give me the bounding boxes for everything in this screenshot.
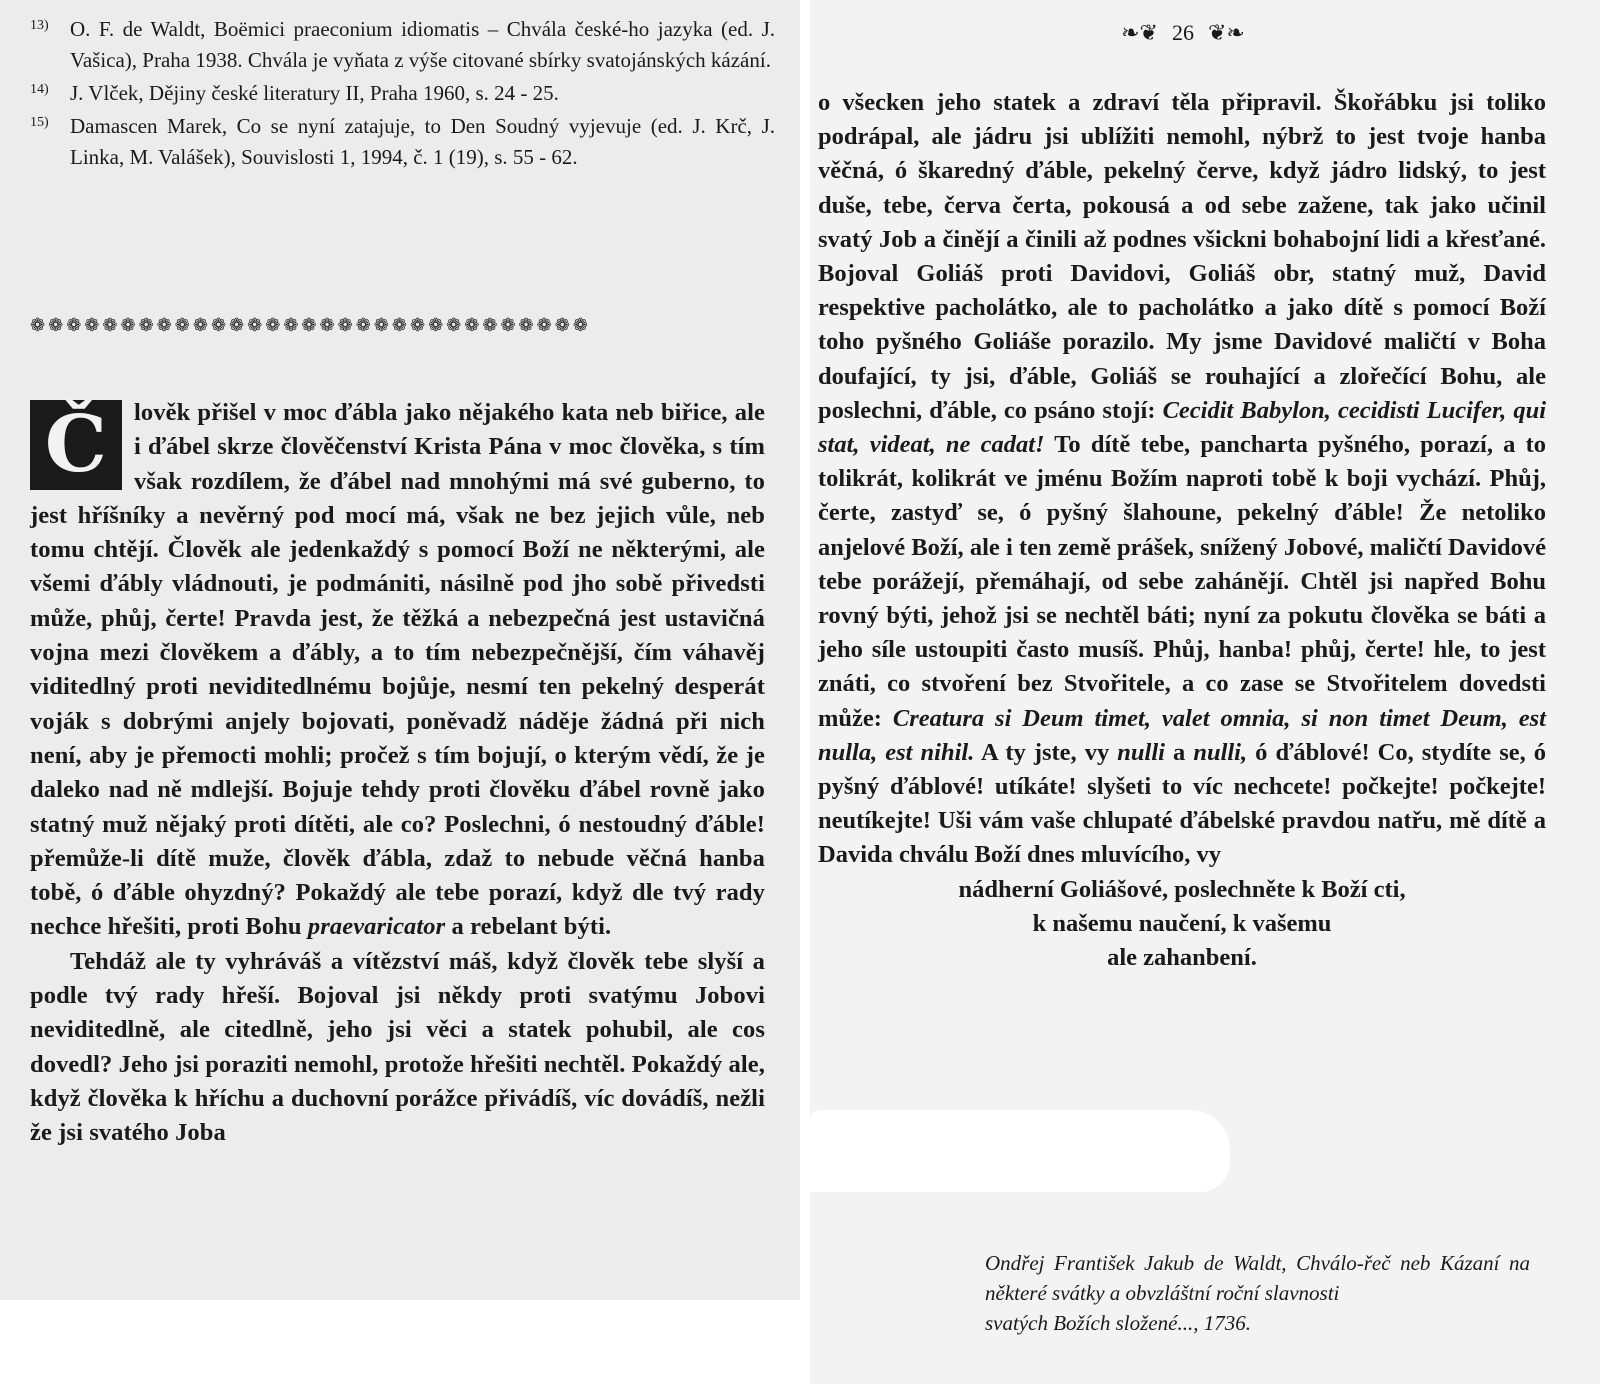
ornament-icon: ❁ <box>391 315 408 335</box>
ornament-icon: ❁ <box>319 315 336 335</box>
ornament-icon: ❁ <box>572 315 589 335</box>
ornament-icon: ❁ <box>247 315 264 335</box>
ornament-icon: ❁ <box>174 315 191 335</box>
paragraph-text: ó ďáblové! Co, stydíte se, ó pyšný ďáblové! utíkáte! slyšeti to víc nechcete! počkejte! počkejte! neutíkejte! Uši vám vaše chlupaté ďábelské pravdou natřu, mě dítě a Davida chválu Boží dnes mluvícího, vy <box>818 738 1547 869</box>
ornament-icon: ❁ <box>536 315 553 335</box>
drop-cap: Č <box>30 400 122 490</box>
ornament-icon: ❁ <box>283 315 300 335</box>
latin-word: nulli, <box>1193 738 1248 766</box>
footnote <box>30 78 775 109</box>
ornament-icon: ❁ <box>138 315 155 335</box>
footnote-text: O. F. de Waldt, Boëmici praeconium idiomatis – Chvála české-ho jazyka (ed. J. Vašica), Praha 1938. Chvála je vyňata z výše citované sbírky svatojánských kázání. <box>70 17 775 72</box>
ornament-icon: ❁ <box>210 315 228 335</box>
left-page-bottom-margin <box>0 1300 810 1384</box>
source-citation <box>985 1248 1530 1338</box>
paragraph-text: a rebelant býti. <box>451 913 612 941</box>
paragraph <box>30 396 765 945</box>
ornamental-divider <box>30 314 760 336</box>
paragraph: Tehdáž ale ty vyhráváš a vítězství máš, když člověk tebe slyší a podle tvý rady hřeší. Bojoval jsi někdy proti svatýmu Jobovi neviditedlně, ale citedlně, jeho jsi věci a statek pohubil, ale cos dovedl? Jeho jsi poraziti nemohl, protože hřešiti nechtěl. Pokaždý ale, když člověka k hříchu a duchovní porážce přivádíš, víc dovádíš, nežli že jsi svatého Joba <box>30 947 765 1147</box>
closing-line: nádherní Goliášové, poslechněte k Boží cti, <box>958 875 1406 903</box>
ornament-icon: ❁ <box>428 315 445 335</box>
ornament-icon: ❁ <box>156 315 173 335</box>
ornament-icon: ❁ <box>446 315 463 335</box>
ornament-icon: ❧❦ <box>1121 20 1158 45</box>
ornament-icon: ❁ <box>102 315 119 335</box>
page-number: 26 <box>1172 20 1194 45</box>
closing-line: k našemu naučení, k vašemu <box>1032 909 1332 937</box>
ornament-icon: ❁ <box>301 315 318 335</box>
ornament-icon: ❁ <box>355 315 372 335</box>
ornament-icon: ❁ <box>30 315 47 335</box>
ornament-icon: ❁ <box>337 315 354 335</box>
ornament-icon: ❁ <box>373 315 390 335</box>
ornament-icon: ❦❧ <box>1208 20 1245 45</box>
citation-text: svatých Božích složené..., 1736. <box>985 1311 1251 1335</box>
footnote-text: Damascen Marek, Co se nyní zatajuje, to Den Soudný vyjevuje (ed. J. Krč, J. Linka, M. Valášek), Souvislosti 1, 1994, č. 1 (19), s. 55 - 62. <box>70 114 775 169</box>
ornament-icon: ❁ <box>482 315 499 335</box>
footnote-text: J. Vlček, Dějiny české literatury II, Praha 1960, s. 24 - 25. <box>70 81 559 105</box>
footnotes <box>30 14 775 175</box>
redaction-mark <box>810 1110 1230 1192</box>
paragraph-text: o všecken jeho statek a zdraví těla připravil. Škořábku jsi toliko podrápal, ale jádru jsi ublížiti nemohl, nýbrž to jest tvoje hanba věčná, ó škaredný ďáble, pekelný červe, když jádro lidský, to jest duše, tebe, červa čerta, pokousá a od sebe zažene, tak jako učinil svatý Job a činějí a činili až podnes všickni bohabojní lidi a křesťané. Bojoval Goliáš proti Davidovi, Goliáš obr, statný muž, David respektive pacholátko, ale to pacholátko a jako dítě s pomocí Boží toho pyšného Goliáše porazilo. My jsme Davidové maličtí v Boha doufající, ty jsi, ďáble, Goliáš se rouhající a zlořečící Bohu, ale poslechni, ďáble, co psáno stojí: <box>818 89 1546 424</box>
page-header <box>1078 14 1288 52</box>
footnote-number: 15) <box>30 115 49 130</box>
ornament-icon: ❁ <box>66 315 83 335</box>
left-column-text <box>30 396 765 1151</box>
ornament-icon: ❁ <box>518 315 535 335</box>
ornament-icon: ❁ <box>500 315 517 335</box>
ornament-icon: ❁ <box>48 315 65 335</box>
ornament-icon: ❁ <box>554 315 571 335</box>
footnote-number: 14) <box>30 82 49 97</box>
ornament-icon: ❁ <box>84 315 101 335</box>
latin-quote: Creatura si Deum timet, valet omnia, si non timet Deum, est nulla, est nihil. <box>818 704 1546 766</box>
ornament-icon: ❁ <box>120 315 137 335</box>
ornament-icon: ❁ <box>192 315 209 335</box>
footnote <box>30 14 775 76</box>
paragraph-text: A ty jste, vy <box>981 738 1110 766</box>
paragraph-text: To dítě tebe, pancharta pyšného, porazí, a to tolikrát, kolikrát ve jménu Božím naproti tobě k boji vychází. Phůj, čerte, zastyď se, ó pyšný šlahoune, pekelný ďáble! Že netoliko anjelové Boží, ale i ten země prášek, snížený Jobové, maličtí Davidové tebe porážejí, přemáhají, od sebe zahánějí. Chtěl jsi napřed Bohu rovný býti, jehož jsi se nechtěl báti; nyní za pokutu člověka se báti a jeho síle ustoupiti často musíš. Phůj, hanba! phůj, čerte! hle, to jest znáti, co stvoření bez Stvořitele, a co zase se Stvořitelem dovedsti může: <box>818 431 1546 732</box>
paragraph-text: lověk přišel v moc ďábla jako nějakého kata neb biřice, ale i ďábel skrze člověčenství Krista Pána v moc člověka, s tím však rozdílem, že ďábel nad mnohými má své guberno, to jest hříšníky a nevěrný pod mocí má, však ne bez jejich vůle, neb tomu chtějí. Člověk ale jedenkaždý s pomocí Boží ne některými, ale všemi ďábly vládnouti, je podmániti, násilně pod jho sobě přivedsti může, phůj, čerte! Pravda jest, že těžká a nebezpečná jest ustavičná vojna mezi člověkem a ďábly, a to tím nebezpečnější, čím váhavěj viditedlný proti neviditedlnému bojůje, nesmí ten pekelný desperát voják s dobrými anjely bojovati, poněvadž náděje žádná při nich není, aby je přemocti mohli; pročež s tím bojují, o kterým vědí, že je daleko nad ně mdlejší. Bojuje tehdy proti člověku ďábel rovně jako statný muž nějaký proti dítěti, ale co? Poslechni, ó nestoudný ďáble! přemůže-li dítě muže, člověk ďábla, zdaž to nebude věčná hanba tobě, ó ďáble ohyzdný? Pokaždý ale tebe porazí, když dle tvý rady nechce hřešiti, proti Bohu <box>30 399 765 941</box>
latin-quote: Cecidit Babylon, cecidisti Lucifer, qui stat, videat, ne cadat! <box>818 396 1546 459</box>
paragraph-text: a <box>1173 738 1186 766</box>
footnote-number: 13) <box>30 18 49 33</box>
closing-line: ale zahanbení. <box>1107 944 1257 972</box>
footnote <box>30 111 775 173</box>
right-column-text <box>818 86 1546 975</box>
latin-word: praevaricator <box>307 913 446 941</box>
ornament-icon: ❁ <box>229 315 246 335</box>
citation-text: Ondřej František Jakub de Waldt, Chválo-řeč neb Kázaní na některé svátky a obvzláštní roční slavnosti <box>985 1251 1530 1305</box>
ornament-icon: ❁ <box>464 315 481 335</box>
ornament-icon: ❁ <box>409 315 427 335</box>
latin-word: nulli <box>1117 738 1165 766</box>
ornament-icon: ❁ <box>265 315 282 335</box>
